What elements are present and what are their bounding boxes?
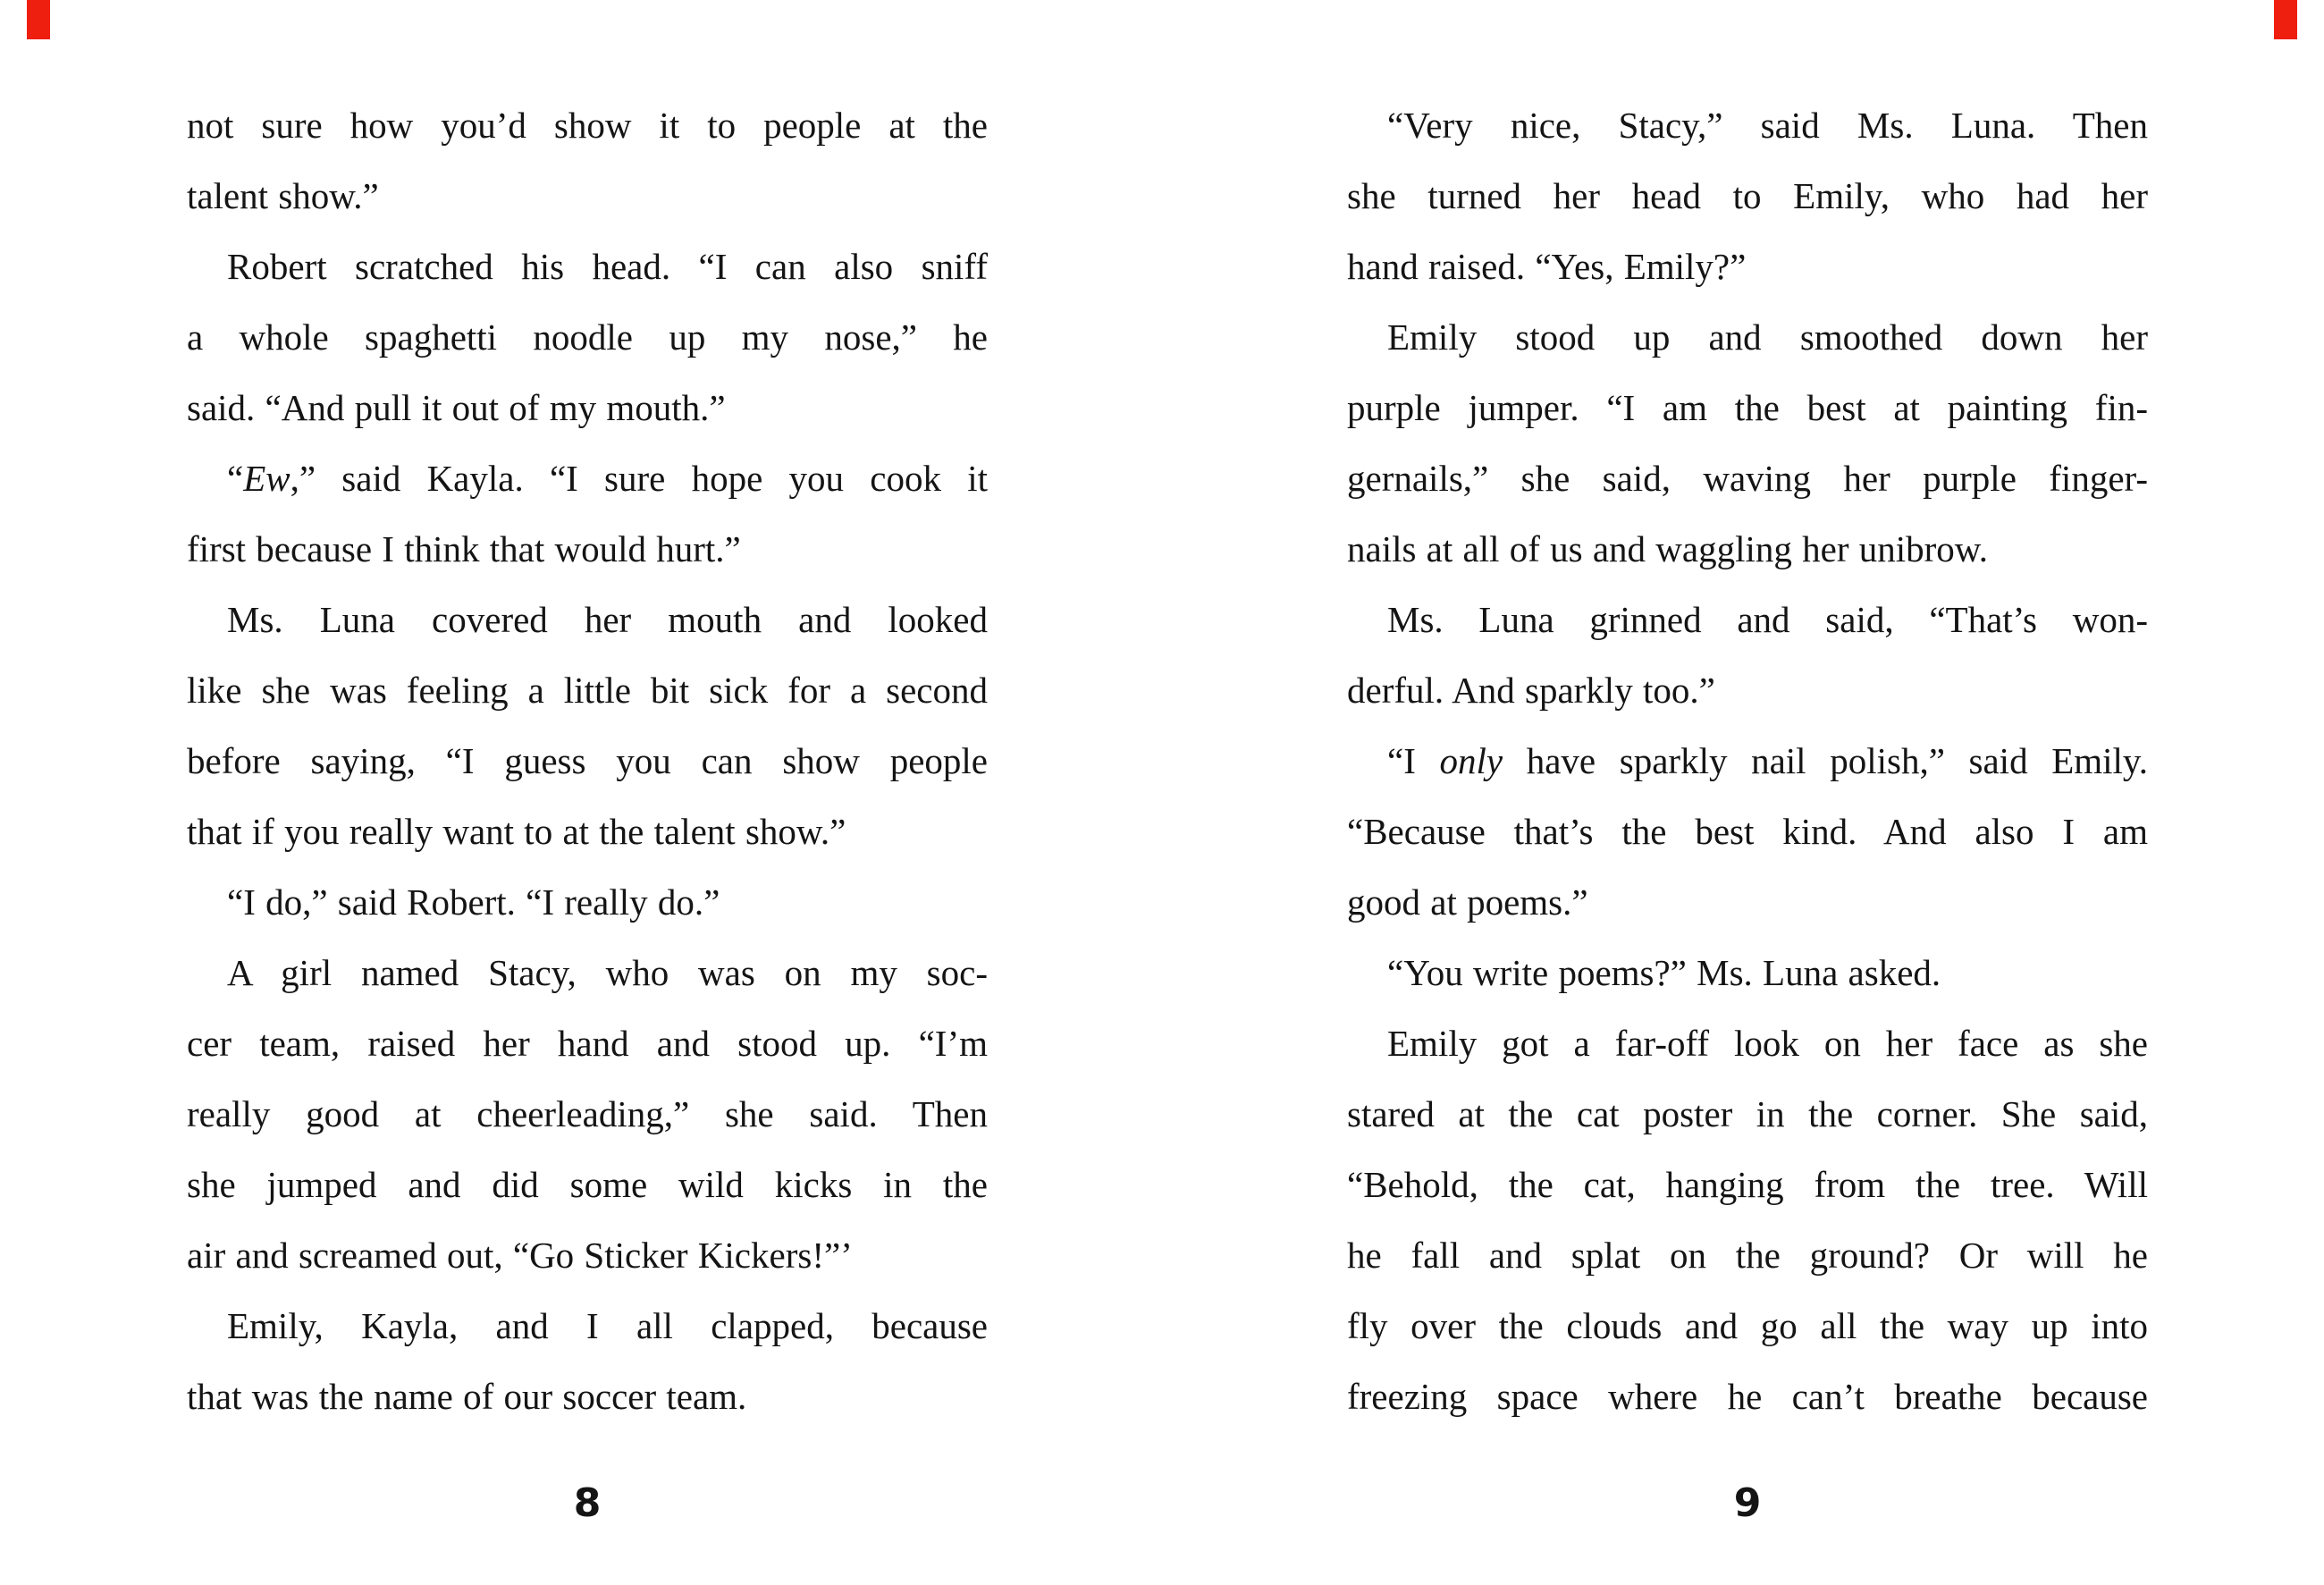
- text-line: Emily stood up and smoothed down her: [1387, 316, 2148, 358]
- text-line: really good at cheerleading,” she said. Then: [187, 1093, 988, 1134]
- text-line: she turned her head to Emily, who had her: [1347, 175, 2148, 216]
- text-line: first because I think that would hurt.”: [187, 528, 741, 569]
- text-line: good at poems.”: [1347, 881, 1588, 923]
- text-line: Emily, Kayla, and I all clapped, because: [227, 1305, 988, 1346]
- text-line: Ms. Luna covered her mouth and looked: [227, 599, 988, 640]
- text-line: air and screamed out, “Go Sticker Kickers!”’: [187, 1235, 853, 1276]
- text-line: like she was feeling a little bit sick for a second: [187, 670, 988, 711]
- text-line: “I do,” said Robert. “I really do.”: [227, 881, 720, 923]
- page-left-text-block: [187, 90, 988, 1432]
- text-line: Emily got a far-off look on her face as she: [1387, 1023, 2148, 1064]
- text-line: derful. And sparkly too.”: [1347, 670, 1715, 711]
- text-line: talent show.”: [187, 175, 379, 216]
- text-line: “You write poems?” Ms. Luna asked.: [1387, 952, 1941, 993]
- text-line: stared at the cat poster in the corner. She said,: [1347, 1093, 2148, 1134]
- text-line: Ms. Luna grinned and said, “That’s won-: [1387, 599, 2148, 640]
- text-line: a whole spaghetti noodle up my nose,” he: [187, 316, 988, 358]
- red-corner-mark-left: [27, 0, 50, 39]
- text-line: “Behold, the cat, hanging from the tree. Will: [1347, 1164, 2148, 1205]
- text-line: “I only have sparkly nail polish,” said Emily.: [1387, 740, 2149, 781]
- text-line: Robert scratched his head. “I can also sniff: [227, 246, 988, 287]
- red-corner-mark-right: [2274, 0, 2297, 39]
- text-line: she jumped and did some wild kicks in the: [187, 1164, 988, 1205]
- text-line: said. “And pull it out of my mouth.”: [187, 387, 726, 428]
- text-line: hand raised. “Yes, Emily?”: [1347, 246, 1747, 287]
- text-line: before saying, “I guess you can show people: [187, 740, 988, 781]
- text-line: A girl named Stacy, who was on my soc-: [227, 952, 988, 993]
- page-number-left: 8: [573, 1480, 602, 1526]
- text-line: that was the name of our soccer team.: [187, 1376, 747, 1417]
- text-line: cer team, raised her hand and stood up. “I’m: [187, 1023, 988, 1064]
- text-line: purple jumper. “I am the best at painting fin-: [1347, 387, 2148, 428]
- page-number-right: 9: [1733, 1480, 1762, 1526]
- text-line: he fall and splat on the ground? Or will he: [1347, 1235, 2148, 1276]
- text-line: nails at all of us and waggling her unibrow.: [1347, 528, 1988, 569]
- text-line: “Very nice, Stacy,” said Ms. Luna. Then: [1387, 105, 2148, 146]
- text-line: that if you really want to at the talent show.”: [187, 811, 846, 852]
- page-right-text-block: [1347, 90, 2148, 1432]
- text-line: “Ew,” said Kayla. “I sure hope you cook it: [227, 458, 988, 499]
- text-line: not sure how you’d show it to people at the: [187, 105, 988, 146]
- text-line: fly over the clouds and go all the way up into: [1347, 1305, 2148, 1346]
- text-line: gernails,” she said, waving her purple finger-: [1347, 458, 2148, 499]
- text-line: “Because that’s the best kind. And also I am: [1347, 811, 2148, 852]
- text-line: freezing space where he can’t breathe because: [1347, 1376, 2148, 1417]
